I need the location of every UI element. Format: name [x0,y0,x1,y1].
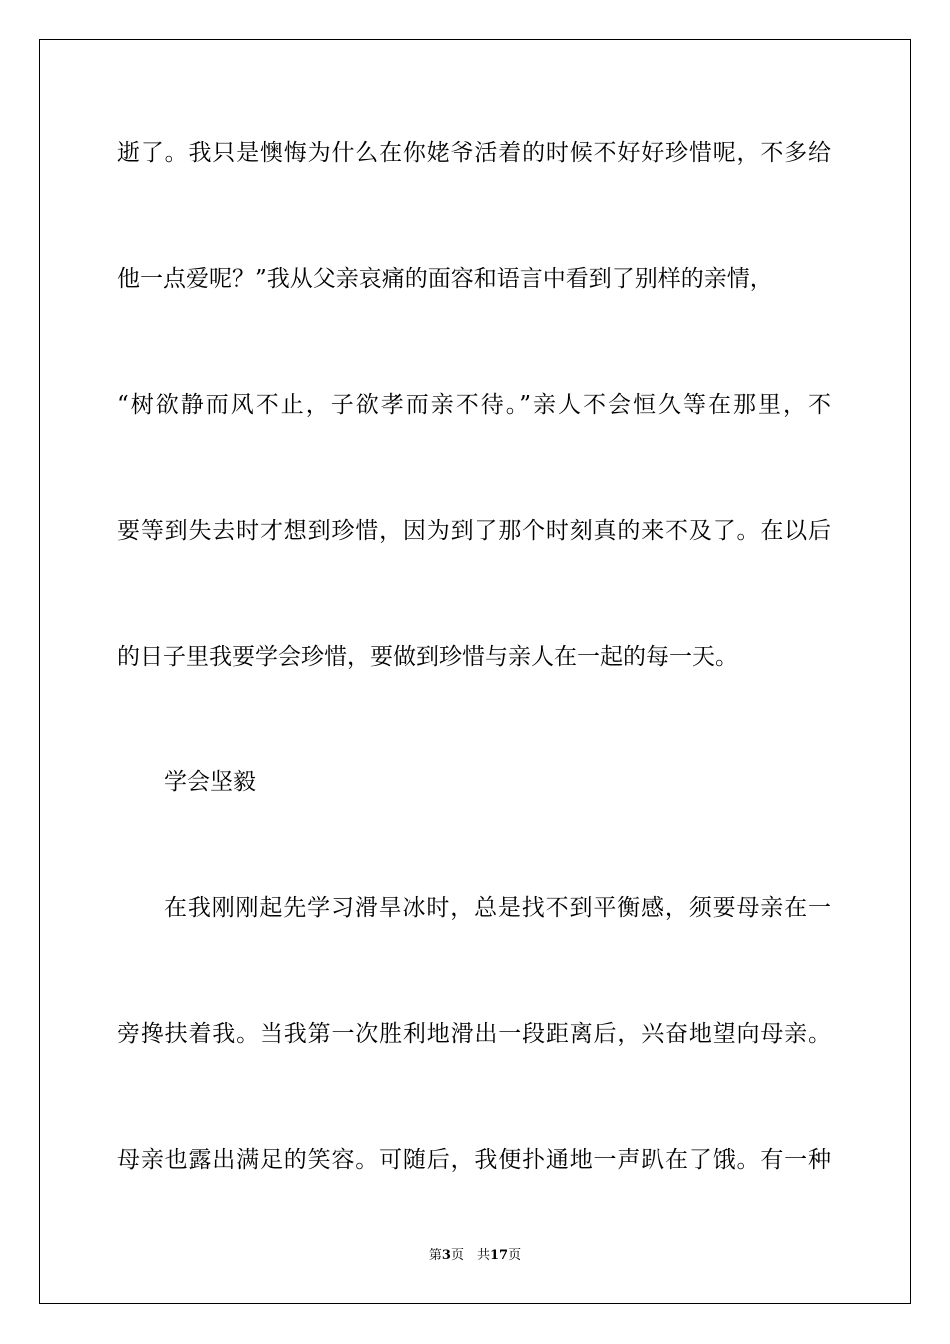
page-footer [0,1247,950,1265]
text-line-9: 母亲也露出满足的笑容。可随后，我便扑通地一声趴在了饿。有一种 [117,1147,831,1173]
text-line-3: “树欲静而风不止，子欲孝而亲不待。”亲人不会恒久等在那里，不 [117,392,831,418]
text-line-8: 旁搀扶着我。当我第一次胜利地滑出一段距离后，兴奋地望向母亲。 [117,1021,831,1047]
footer-page-number: 3 [441,1248,451,1263]
footer-middle: 页 共 [450,1248,490,1263]
footer-suffix: 页 [508,1248,522,1263]
footer-prefix: 第 [428,1248,442,1263]
footer-total-pages: 17 [489,1248,509,1263]
text-line-2: 他一点爱呢？”我从父亲哀痛的面容和语言中看到了别样的亲情， [117,266,773,292]
text-line-4: 要等到失去时才想到珍惜，因为到了那个时刻真的来不及了。在以后 [117,518,831,544]
text-line-7: 在我刚刚起先学习滑旱冰时，总是找不到平衡感，须要母亲在一 [164,895,831,921]
text-line-5: 的日子里我要学会珍惜，要做到珍惜与亲人在一起的每一天。 [117,644,738,670]
text-line-1: 逝了。我只是懊悔为什么在你姥爷活着的时候不好好珍惜呢，不多给 [117,140,831,166]
section-heading: 学会坚毅 [164,769,256,795]
